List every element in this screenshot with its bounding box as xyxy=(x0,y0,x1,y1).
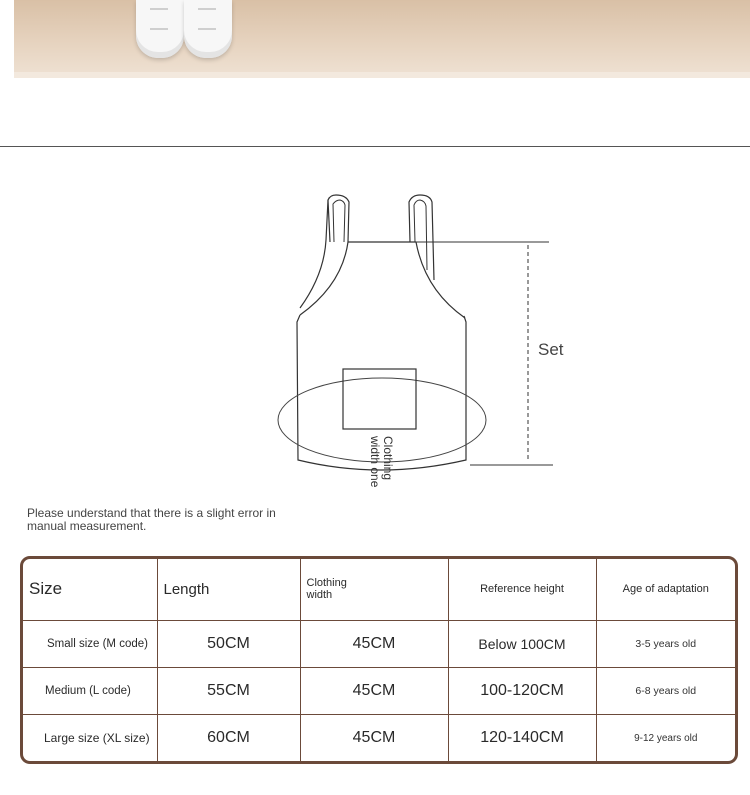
set-length-label: Set xyxy=(538,340,564,359)
header-length: Length xyxy=(157,559,300,620)
row-width: 45CM xyxy=(300,620,448,667)
row-age: 6-8 years old xyxy=(596,667,735,714)
row-width: 45CM xyxy=(300,715,448,761)
header-width-line1: Clothing xyxy=(306,577,347,590)
row-length: 55CM xyxy=(157,667,300,714)
header-clothing-width xyxy=(300,559,448,620)
row-size-name: Small size (M code) xyxy=(23,620,157,667)
clothing-width-label: Clothing width one xyxy=(368,436,395,488)
product-photo xyxy=(14,0,750,78)
row-age: 9-12 years old xyxy=(596,715,735,761)
size-chart-table xyxy=(20,556,738,764)
section-divider xyxy=(0,146,750,147)
table-row xyxy=(23,620,735,667)
header-age: Age of adaptation xyxy=(596,559,735,620)
header-reference-height: Reference height xyxy=(448,559,596,620)
row-age: 3-5 years old xyxy=(596,620,735,667)
row-height: Below 100CM xyxy=(448,620,596,667)
table-row xyxy=(23,715,735,761)
table-header-row xyxy=(23,559,735,620)
row-width: 45CM xyxy=(300,667,448,714)
left-shoe-image xyxy=(136,0,184,58)
row-height: 120-140CM xyxy=(448,715,596,761)
right-shoe-image xyxy=(184,0,232,58)
row-height: 100-120CM xyxy=(448,667,596,714)
table-row xyxy=(23,667,735,714)
header-width-line2: width xyxy=(306,589,333,602)
header-size: Size xyxy=(23,559,157,620)
row-length: 50CM xyxy=(157,620,300,667)
row-size-name: Large size (XL size) xyxy=(23,715,157,761)
row-length: 60CM xyxy=(157,715,300,761)
row-size-name: Medium (L code) xyxy=(23,667,157,714)
measurement-note: Please understand that there is a slight error in manual measurement. xyxy=(27,506,276,533)
